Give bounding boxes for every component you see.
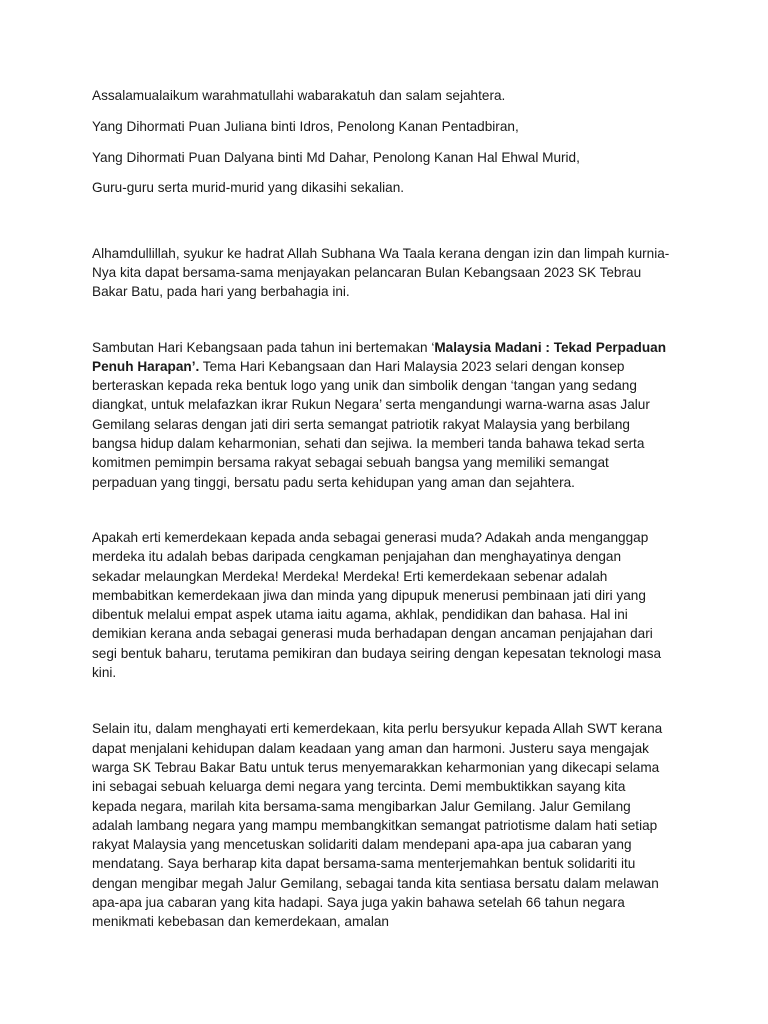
tema-title: Malaysia Madani : Tekad Perpaduan Penuh Harapan’. — [92, 339, 667, 374]
greeting-penolong-kanan-hem: Yang Dihormati Puan Dalyana binti Md Dahar, Penolong Kanan Hal Ehwal Murid, — [92, 149, 580, 165]
greeting-guru-murid: Guru-guru serta murid-murid yang dikasihi sekalian. — [92, 180, 405, 196]
paragraph-tema — [92, 338, 672, 492]
document-page — [92, 86, 672, 932]
greeting-penolong-kanan-pentadbiran: Yang Dihormati Puan Juliana binti Idros, Penolong Kanan Pentadbiran, — [92, 118, 519, 134]
tema-body: Tema Hari Kebangsaan dan Hari Malaysia 2023 selari dengan konsep berteraskan kepada reka bentuk logo yang unik dan simbolik dengan ‘tangan yang sedang diangkat, untuk melafazkan ikrar Rukun Negara’ serta mengandungi warna-warna asas Jalur Gemilang selaras dengan jati diri serta semangat patriotik rakyat Malaysia yang berbilang bangsa hidup dalam keharmonian, sehati dan sejiwa. Ia memberi tanda bahawa tekad serta komitmen pemimpin bersama rakyat sebagai sebuah bangsa yang memiliki semangat perpaduan yang tinggi, bersatu padu serta kehidupan yang aman dan sejahtera. — [92, 358, 650, 490]
paragraph-jalur-gemilang: Selain itu, dalam menghayati erti kemerdekaan, kita perlu bersyukur kepada Allah SWT kerana dapat menjalani kehidupan dalam keadaan yang aman dan harmoni. Justeru saya mengajak warga SK Tebrau Bakar Batu untuk terus menyemarakkan keharmonian yang dikecapi selama ini sebagai sebuah keluarga demi negara yang tercinta. Demi membuktikkan sayang kita kepada negara, marilah kita bersama-sama mengibarkan Jalur Gemilang. Jalur Gemilang adalah lambang negara yang mampu membangkitkan semangat patriotisme dalam hati setiap rakyat Malaysia yang mencetuskan solidariti dalam mendepani apa-apa jua cabaran yang mendatang. Saya berharap kita dapat bersama-sama menterjemahkan bentuk solidariti itu dengan mengibar megah Jalur Gemilang, sebagai tanda kita sentiasa bersatu dalam melawan apa-apa jua cabaran yang kita hadapi. Saya juga yakin bahawa setelah 66 tahun negara menikmati kebebasan dan kemerdekaan, amalan — [92, 721, 663, 930]
paragraph-alhamdulillah: Alhamdullillah, syukur ke hadrat Allah Subhana Wa Taala kerana dengan izin dan limpah kurnia-Nya kita dapat bersama-sama menjayakan pelancaran Bulan Kebangsaan 2023 SK Tebrau Bakar Batu, pada hari yang berbahagia ini. — [92, 245, 670, 300]
tema-intro: Sambutan Hari Kebangsaan pada tahun ini bertemakan ‘ — [92, 339, 435, 355]
paragraph-erti-kemerdekaan: Apakah erti kemerdekaan kepada anda sebagai generasi muda? Adakah anda menganggap merdeka itu adalah bebas daripada cengkaman penjajahan dan menghayatinya dengan sekadar melaungkan Merdeka! Merdeka! Merdeka! Erti kemerdekaan sebenar adalah membabitkan kemerdekaan jiwa dan minda yang dipupuk menerusi pembinaan jati diri yang dibentuk melalui empat aspek utama iaitu agama, akhlak, pendidikan dan bahasa. Hal ini demikian kerana anda sebagai generasi muda berhadapan dengan ancaman penjajahan dari segi bentuk baharu, terutama pemikiran dan budaya seiring dengan kepesatan teknologi masa kini. — [92, 529, 662, 681]
greeting-salam: Assalamualaikum warahmatullahi wabarakatuh dan salam sejahtera. — [92, 88, 506, 103]
greeting-block — [92, 86, 672, 198]
